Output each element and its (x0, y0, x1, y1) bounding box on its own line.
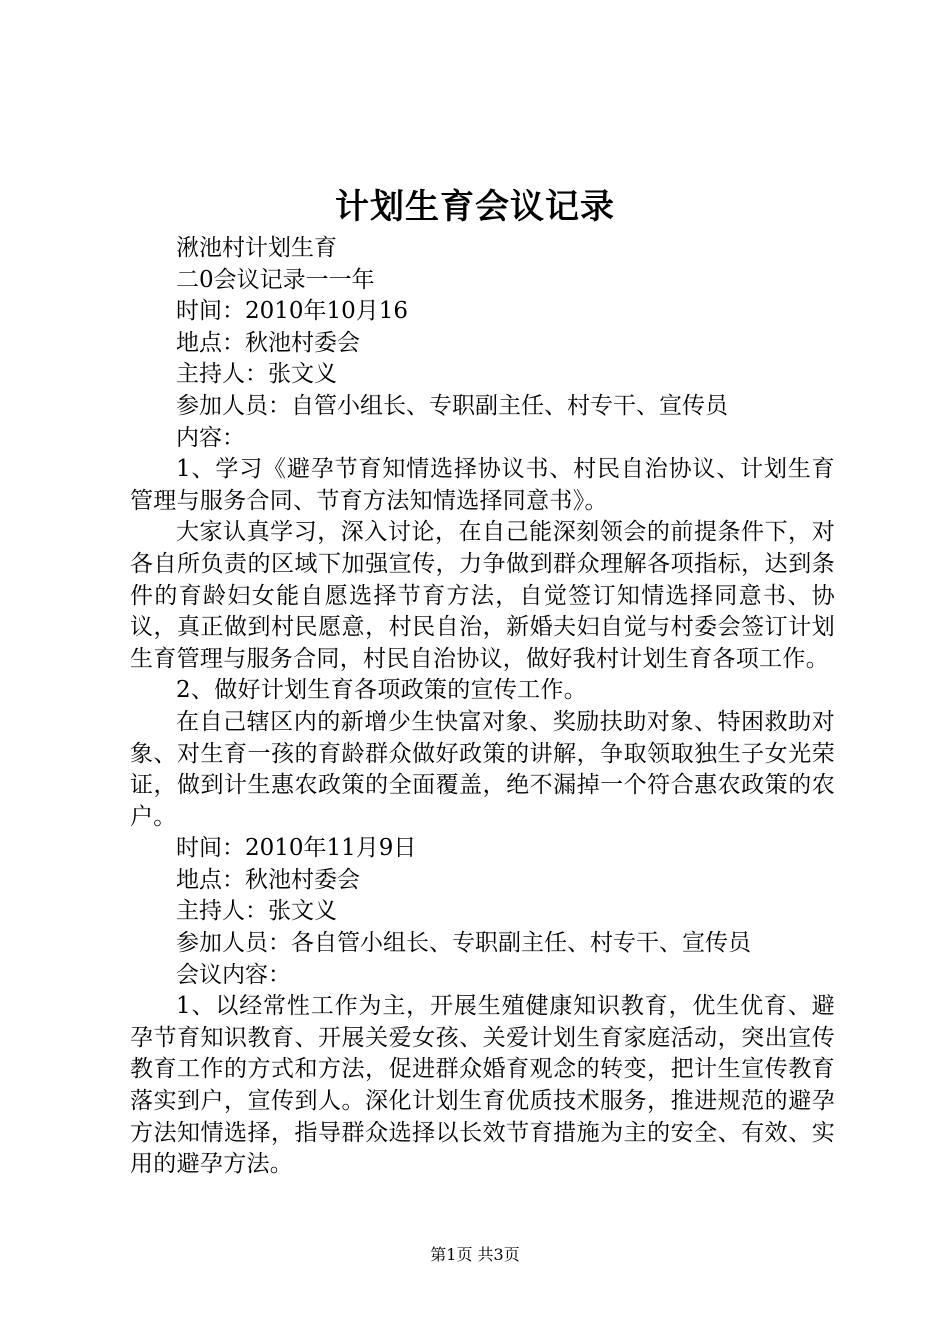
meeting1-content-label: 内容： (176, 424, 245, 451)
meeting2-attendees: 参加人员：各自管小组长、专职副主任、村专干、宣传员 (176, 930, 751, 957)
document-body (130, 233, 835, 1181)
meeting2-place: 地点：秋池村委会 (176, 866, 360, 893)
meeting2-content-label: 会议内容： (176, 961, 291, 988)
meeting1-place: 地点：秋池村委会 (176, 329, 360, 356)
header-line-village: 湫池村计划生育 (176, 235, 337, 261)
meeting1-item2: 2、做好计划生育各项政策的宣传工作。 (176, 677, 588, 704)
meeting1-host: 主持人：张文义 (176, 361, 337, 388)
meeting2-time: 时间：2010年11月9日 (176, 835, 417, 862)
header-line-record: 二0会议记录一一年 (176, 266, 375, 293)
meeting2-host: 主持人：张文义 (176, 898, 337, 925)
meeting1-item1: 1、学习《避孕节育知情选择协议书、村民自治协议、计划生育管理与服务合同、节育方法知情选择同意书》。 (130, 456, 835, 514)
meeting1-attendees: 参加人员：自管小组长、专职副主任、村专干、宣传员 (176, 392, 728, 419)
document-title: 计划生育会议记录 (335, 187, 615, 227)
meeting1-time: 时间：2010年10月16 (176, 298, 409, 325)
meeting1-item1-detail: 大家认真学习，深入讨论，在自己能深刻领会的前提条件下，对各自所负责的区域下加强宣传，力争做到群众理解各项指标，达到条件的育龄妇女能自愿选择节育方法，自觉签订知情选择同意书、协议，真正做到村民愿意，村民自治，新婚夫妇自觉与村委会签订计划生育管理与服务合同，村民自治协议，做好我村计划生育各项工作。 (130, 519, 835, 672)
meeting1-item2-detail: 在自己辖区内的新增少生快富对象、奖励扶助对象、特困救助对象、对生育一孩的育龄群众做好政策的讲解，争取领取独生子女光荣证，做到计生惠农政策的全面覆盖，绝不漏掉一个符合惠农政策的农户。 (130, 708, 835, 830)
meeting2-item1: 1、以经常性工作为主，开展生殖健康知识教育，优生优育、避孕节育知识教育、开展关爱女孩、关爱计划生育家庭活动，突出宣传教育工作的方式和方法，促进群众婚育观念的转变，把计生宣传教育落实到户，宣传到人。深化计划生育优质技术服务，推进规范的避孕方法知情选择，指导群众选择以长效节育措施为主的安全、有效、实用的避孕方法。 (130, 993, 835, 1178)
page-footer: 第1页 共3页 (430, 1245, 520, 1264)
